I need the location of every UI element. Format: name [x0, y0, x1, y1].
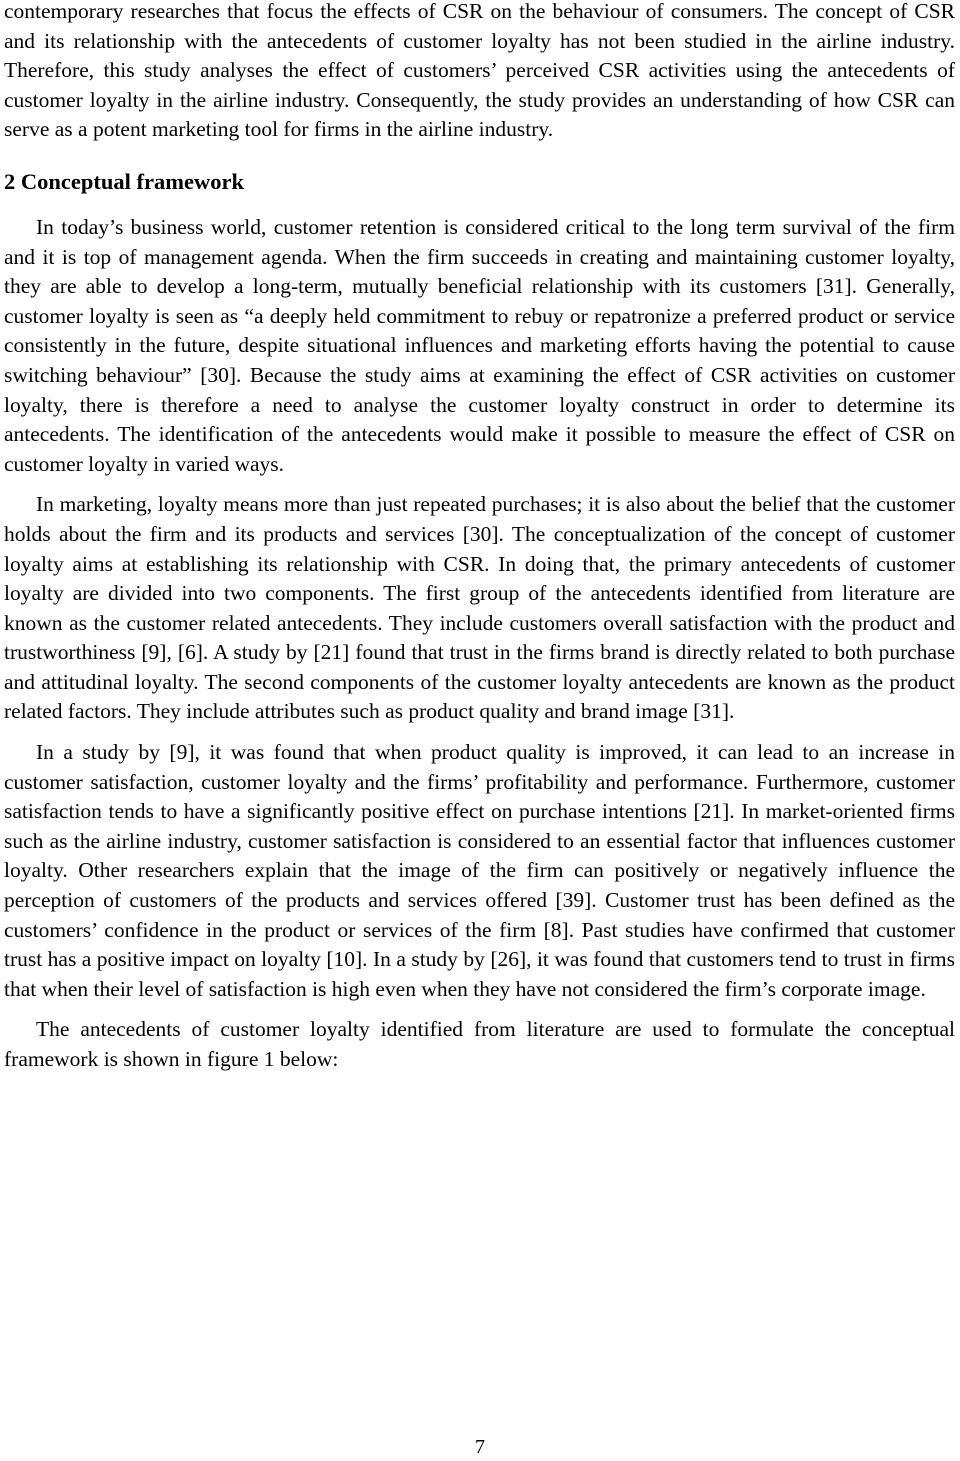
paragraph-4: The antecedents of customer loyalty identified from literature are used to formulate the conceptual framework is shown in figure 1 below:: [4, 1017, 955, 1071]
paragraph-2: In marketing, loyalty means more than just repeated purchases; it is also about the belief that the customer holds about the firm and its products and services [30]. The conceptualization of the concept of customer loyalty aims at establishing its relationship with CSR. In doing that, the primary antecedents of customer loyalty are divided into two components. The first group of the antecedents identified from literature are known as the customer related antecedents. They include customers overall satisfaction with the product and trustworthiness [9], [6]. A study by [21] found that trust in the firms brand is directly related to both purchase and attitudinal loyalty. The second components of the customer loyalty antecedents are known as the product related factors. They include attributes such as product quality and brand image [31].: [4, 492, 955, 724]
section-heading: 2 Conceptual framework: [4, 168, 244, 194]
page-body: [4, 0, 955, 1075]
page-number: 7: [475, 1436, 485, 1458]
paragraph-1: In today’s business world, customer retention is considered critical to the long term survival of the firm and it is top of management agenda. When the firm succeeds in creating and maintaining customer loyalty, they are able to develop a long-term, mutually beneficial relationship with its customers [31]. Generally, customer loyalty is seen as “a deeply held commitment to rebuy or repatronize a preferred product or service consistently in the future, despite situational influences and marketing efforts having the potential to cause switching behaviour” [30]. Because the study aims at examining the effect of CSR activities on customer loyalty, there is therefore a need to analyse the customer loyalty construct in order to determine its antecedents. The identification of the antecedents would make it possible to measure the effect of CSR on customer loyalty in varied ways.: [4, 214, 955, 476]
paragraph-3: In a study by [9], it was found that when product quality is improved, it can lead to an increase in customer satisfaction, customer loyalty and the firms’ profitability and performance. Furthermore, customer satisfaction tends to have a significantly positive effect on purchase intentions [21]. In market-oriented firms such as the airline industry, customer satisfaction is considered to an essential factor that influences customer loyalty. Other researchers explain that the image of the firm can positively or negatively influence the perception of customers of the products and services offered [39]. Customer trust has been defined as the customers’ confidence in the product or services of the firm [8]. Past studies have confirmed that customer trust has a positive impact on loyalty [10]. In a study by [26], it was found that customers tend to trust in firms that when their level of satisfaction is high even when they have not considered the firm’s corporate image.: [4, 740, 955, 1001]
intro-continued-paragraph: contemporary researches that focus the effects of CSR on the behaviour of consumers. The concept of CSR and its relationship with the antecedents of customer loyalty has not been studied in the airline industry. Therefore, this study analyses the effect of customers’ perceived CSR activities using the antecedents of customer loyalty in the airline industry. Consequently, the study provides an understanding of how CSR can serve as a potent marketing tool for firms in the airline industry.: [4, 0, 955, 142]
